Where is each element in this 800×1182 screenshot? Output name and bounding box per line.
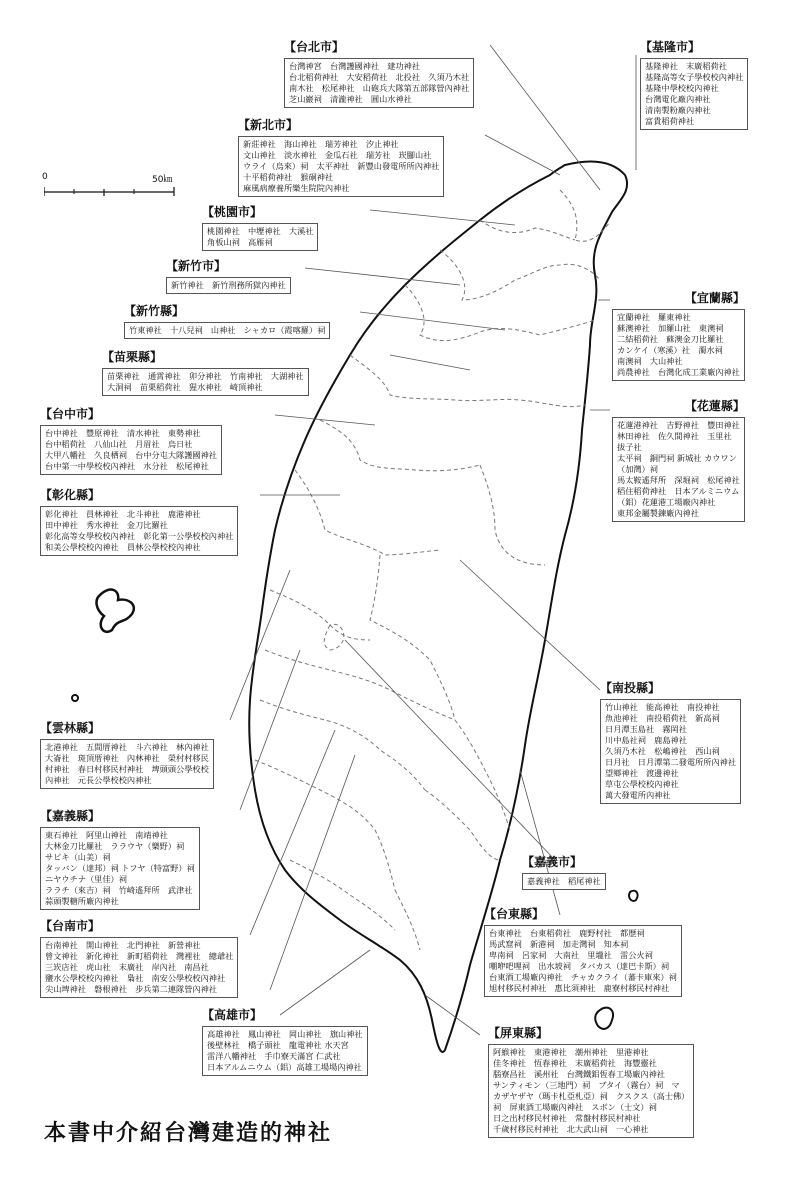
shrine-line: 稻住稻荷神社 日本アルミニウム bbox=[617, 486, 740, 496]
shrine-line: 望鄉神社 渡邊神社 bbox=[605, 768, 679, 778]
shrine-line: 台東酒工場廠內神社 チャカクライ（蕃卡庫來）祠 bbox=[489, 972, 677, 982]
region-yunlin-county bbox=[40, 720, 214, 789]
shrine-line: （加灣）祠 bbox=[617, 464, 658, 474]
green-island bbox=[629, 891, 638, 901]
shrine-line: 台東神社 台東稻荷社 鹿野村社 都歷祠 bbox=[489, 928, 645, 938]
shrine-line: 花蓮港神社 吉野神社 豐田神社 bbox=[617, 420, 740, 430]
region-title: 【南投縣】 bbox=[600, 681, 661, 695]
shrine-line: （鋁）花蓮港工場廠內神社 bbox=[617, 497, 716, 507]
region-title: 【新北市】 bbox=[238, 118, 299, 132]
shrine-line: 竹東神社 十八兒祠 山神社 シャカロ（霞喀羅）祠 bbox=[129, 325, 326, 335]
region-title: 【苗栗縣】 bbox=[102, 350, 163, 364]
region-tainan-city bbox=[40, 918, 238, 998]
shrine-line: 阿緱神社 東港神社 潮州神社 里港神社 bbox=[493, 1047, 649, 1057]
region-taipei-city bbox=[284, 39, 474, 108]
shrine-line: 拔子社 bbox=[617, 442, 642, 452]
shrine-line: 日月潭玉島社 霧岡社 bbox=[605, 724, 687, 734]
region-chiayi-city bbox=[522, 854, 606, 890]
shrine-line: 千歲村移民村神社 北大武山祠 一心神社 bbox=[493, 1124, 649, 1134]
shrine-line: タッバン（達邦）祠 トフヤ（特富野）祠 bbox=[45, 863, 195, 873]
shrine-list bbox=[640, 58, 748, 130]
shrine-line: 日本アルムニウム（鋁）高雄工場場內神社 bbox=[207, 1062, 362, 1072]
shrine-line: 苗栗神社 通霄神社 卯分神社 竹南神社 大湖神社 bbox=[107, 371, 304, 381]
region-title: 【彰化縣】 bbox=[40, 488, 101, 502]
shrine-line: 後壁林社 橋子頭社 龍電神社 水天宮 bbox=[207, 1040, 349, 1050]
region-title: 【台南市】 bbox=[40, 919, 101, 933]
region-hsinchu-city bbox=[166, 258, 291, 294]
shrine-list bbox=[40, 739, 214, 789]
region-title: 【基隆市】 bbox=[640, 40, 701, 54]
shrine-line: 大林金刀比羅社 ララウヤ（樂野）祠 bbox=[45, 841, 185, 851]
scale-bar bbox=[44, 172, 194, 202]
shrine-line: ウライ（烏來）祠 太平神社 新豐山發電所所內神社 bbox=[243, 161, 440, 171]
shrine-list bbox=[40, 937, 238, 998]
region-title: 【花蓮縣】 bbox=[684, 399, 745, 413]
shrine-line: 祠 屏東酒工場廠內神社 スボン（士文）祠 bbox=[493, 1102, 657, 1112]
shrine-list bbox=[124, 322, 330, 339]
shrine-line: 曾文神社 新化神社 新町稻荷社 灣裡社 總爺社 bbox=[45, 951, 234, 961]
shrine-list bbox=[202, 1026, 368, 1076]
region-title: 【宜蘭縣】 bbox=[684, 291, 745, 305]
shrine-line: 麻風病療養所樂生院院內神社 bbox=[243, 183, 350, 193]
shrine-list bbox=[40, 827, 200, 910]
region-title: 【台中市】 bbox=[40, 407, 101, 421]
region-changhua-county bbox=[40, 487, 238, 556]
region-taoyuan-city bbox=[202, 204, 318, 251]
shrine-line: 尖山埤神社 磐根神社 步兵第二連隊營內神社 bbox=[45, 984, 217, 994]
shrine-line: 基隆神社 末廣稻荷社 bbox=[645, 61, 727, 71]
shrine-list bbox=[284, 58, 474, 108]
shrine-line: 東石神社 阿里山神社 南靖神社 bbox=[45, 830, 168, 840]
shrine-line: サビキ（山美）祠 bbox=[45, 852, 111, 862]
region-title: 【雲林縣】 bbox=[40, 721, 101, 735]
penghu-islands bbox=[97, 590, 134, 632]
region-title: 【嘉義市】 bbox=[522, 855, 583, 869]
shrine-line: 芝山巖祠 清瀧神社 圓山水神社 bbox=[289, 94, 412, 104]
shrine-line: 富貴稻荷神社 bbox=[645, 116, 695, 126]
region-title: 【高雄市】 bbox=[202, 1008, 263, 1022]
region-nantou-county bbox=[600, 680, 741, 804]
shrine-line: 台中神社 豐原神社 清水神社 東勢神社 bbox=[45, 428, 201, 438]
region-title: 【屏東縣】 bbox=[488, 1026, 549, 1040]
scale-zero-label: 0 bbox=[42, 172, 48, 182]
region-taichung-city bbox=[40, 406, 222, 475]
region-hualien-county bbox=[612, 398, 745, 522]
shrine-line: サンティモン（三地門）祠 ブタイ（霧台）祠 マ bbox=[493, 1080, 680, 1090]
region-title: 【台東縣】 bbox=[484, 907, 545, 921]
shrine-line: 鹽水公學校校內神社 梟社 南安公學校校內神社 bbox=[45, 973, 226, 983]
region-yilan-county bbox=[612, 290, 745, 381]
shrine-line: 大崙社 斑頂厝神社 內林神社 榮村村移民 bbox=[45, 753, 209, 763]
shrine-line: 大洞祠 苗栗稻荷社 猩水神社 崎頂神社 bbox=[107, 382, 263, 392]
shrine-list bbox=[600, 699, 741, 804]
shrine-line: 卑南祠 呂家祠 大南社 里壠社 雷公火祠 bbox=[489, 950, 653, 960]
shrine-list bbox=[612, 309, 745, 381]
shrine-line: 竹山神社 能高神社 南投神社 bbox=[605, 702, 720, 712]
region-new-taipei-city bbox=[238, 117, 444, 197]
shrine-line: 彰化高等女學校校內神社 彰化第一公學校校內神社 bbox=[45, 531, 234, 541]
small-island bbox=[72, 695, 78, 701]
shrine-line: 嘉義神社 稻尾神社 bbox=[527, 876, 601, 886]
region-title: 【新竹縣】 bbox=[124, 304, 185, 318]
shrine-line: 雷洋八幡神社 手巾寮天滿宮 仁武社 bbox=[207, 1051, 341, 1061]
shrine-line: 北港神社 五間厝神社 斗六神社 林內神社 bbox=[45, 742, 209, 752]
shrine-line: 田中神社 秀水神社 金刀比羅社 bbox=[45, 520, 168, 530]
shrine-line: 高雄神社 鳳山神社 岡山神社 旗山神社 bbox=[207, 1029, 363, 1039]
region-chiayi-county bbox=[40, 808, 200, 910]
shrine-line: 台北稻荷神社 大安稻荷社 北投社 久須乃木社 bbox=[289, 72, 470, 82]
shrine-line: 東邦金屬製鍊廠內神社 bbox=[617, 508, 699, 518]
page-title: 本書中介紹台灣建造的神社 bbox=[44, 1121, 333, 1146]
shrine-line: 台灣神宮 台灣護國神社 建功神社 bbox=[289, 61, 421, 71]
shrine-line: 腦寮昌社 溪州社 台灣鐵鋁恆春工場廠內神社 bbox=[493, 1069, 665, 1079]
shrine-line: 台灣電化廠內神社 bbox=[645, 94, 711, 104]
shrine-line: カザヤザヤ（瑪卡札亞札亞）祠 クスクス（高士佛） bbox=[493, 1091, 690, 1101]
shrine-list bbox=[40, 425, 222, 475]
region-title: 【台北市】 bbox=[284, 40, 345, 54]
region-title: 【嘉義縣】 bbox=[40, 809, 101, 823]
shrine-line: 尚農神社 台灣化成工業廠內神社 bbox=[617, 367, 740, 377]
shrine-line: 馬太鞍遙拜所 深堀祠 松尾神社 bbox=[617, 475, 740, 485]
region-taitung-county bbox=[484, 906, 682, 997]
scale-line bbox=[44, 172, 194, 202]
shrine-line: 旭村移民村神社 惠比須神社 鹿寮村移民村神社 bbox=[489, 983, 670, 993]
shrine-line: 基隆中學校校內神社 bbox=[645, 83, 719, 93]
shrine-line: 久須乃木社 松嶋神社 西山祠 bbox=[605, 746, 720, 756]
shrine-list bbox=[484, 925, 682, 997]
shrine-list bbox=[40, 506, 238, 556]
shrine-line: 角板山祠 高雁祠 bbox=[207, 237, 273, 247]
shrine-line: 馬武窟祠 新港祠 加走灣祠 知本祠 bbox=[489, 939, 629, 949]
shrine-line: 草屯公學校校內神社 bbox=[605, 779, 679, 789]
shrine-line: 新莊神社 海山神社 瑞芳神社 汐止神社 bbox=[243, 139, 399, 149]
shrine-line: 林田神社 佐久間神社 玉里社 bbox=[617, 431, 732, 441]
shrine-line: 內神社 元長公學校校內神社 bbox=[45, 775, 152, 785]
shrine-list bbox=[166, 277, 291, 294]
shrine-line: 太平祠 銅門祠 新城社 カウワン bbox=[617, 453, 737, 463]
shrine-line: 村神社 春日村移民村神社 埤頭頭公學校校 bbox=[45, 764, 209, 774]
shrine-line: 日之出村移民村神社 常盤村移民村神社 bbox=[493, 1113, 641, 1123]
region-hsinchu-county bbox=[124, 303, 330, 339]
scale-fifty-label: 50㎞ bbox=[152, 175, 173, 185]
shrine-line: 台中稻荷社 八仙山社 月眉社 烏日社 bbox=[45, 439, 193, 449]
shrine-line: 日月社 日月潭第二發電所所內神社 bbox=[605, 757, 737, 767]
shrine-line: 十平稻荷神社 猴硐神社 bbox=[243, 172, 334, 182]
shrine-line: 南木社 松尾神社 山砲兵大隊第五部隊營內神社 bbox=[289, 83, 470, 93]
region-title: 【新竹市】 bbox=[166, 259, 227, 273]
shrine-line: 蘇澳神社 加羅山社 東澳祠 bbox=[617, 323, 724, 333]
shrine-list bbox=[202, 223, 318, 251]
shrine-line: 嘲咿吧哩祠 出水坡祠 タバカス（達巴卡斯）祠 bbox=[489, 961, 670, 971]
region-pingtung-county bbox=[488, 1025, 694, 1138]
shrine-list bbox=[488, 1044, 694, 1138]
shrine-line: 台中第一中學校校內神社 水分社 松尾神社 bbox=[45, 461, 209, 471]
shrine-line: 魚池神社 南投稻荷社 新高祠 bbox=[605, 713, 720, 723]
shrine-line: 台南神社 開山神社 北門神社 新營神社 bbox=[45, 940, 201, 950]
shrine-line: ニヤウチナ（里佳）祠 bbox=[45, 874, 127, 884]
shrine-line: 大甲八幡社 久良栖祠 台中分屯大隊護國神社 bbox=[45, 450, 217, 460]
region-title: 【桃園市】 bbox=[202, 205, 263, 219]
shrine-line: 清南製粉廠內神社 bbox=[645, 105, 711, 115]
shrine-line: 川中島社祠 鹿島神社 bbox=[605, 735, 687, 745]
shrine-line: 彰化神社 員林神社 北斗神社 鹿港神社 bbox=[45, 509, 201, 519]
shrine-line: 佳冬神社 恆春神社 末廣稻荷社 海豐靈社 bbox=[493, 1058, 657, 1068]
region-kaohsiung-city bbox=[202, 1007, 368, 1076]
shrine-line: カンケイ（寒溪）社 濁水祠 bbox=[617, 345, 723, 355]
shrine-list bbox=[238, 136, 444, 197]
shrine-line: 和美公學校校內神社 員林公學校校內神社 bbox=[45, 542, 201, 552]
shrine-line: 新竹神社 新竹刑務所獄內神社 bbox=[171, 280, 286, 290]
shrine-list bbox=[522, 873, 606, 890]
shrine-line: 宜蘭神社 羅東神社 bbox=[617, 312, 691, 322]
shrine-line: 三崁店社 虎山社 末廣社 岸內社 南昌社 bbox=[45, 962, 209, 972]
shrine-line: 文山神社 淡水神社 金瓜石社 瑞芳社 崁腳山社 bbox=[243, 150, 432, 160]
shrine-line: 桃園神社 中壢神社 大溪社 bbox=[207, 226, 314, 236]
shrine-line: ララチ（來吉）祠 竹崎遙拜所 武津社 bbox=[45, 885, 193, 895]
shrine-line: 南澳祠 大山神社 bbox=[617, 356, 683, 366]
shrine-list bbox=[612, 417, 745, 522]
region-keelung-city bbox=[640, 39, 748, 130]
shrine-line: 萬大發電所內神社 bbox=[605, 790, 671, 800]
shrine-line: 二結稻荷社 蘇澳金刀比羅社 bbox=[617, 334, 724, 344]
region-miaoli-county bbox=[102, 349, 309, 396]
shrine-line: 蒜頭製糖所廠內神社 bbox=[45, 896, 119, 906]
shrine-line: 基隆高等女子學校校內神社 bbox=[645, 72, 744, 82]
shrine-list bbox=[102, 368, 309, 396]
